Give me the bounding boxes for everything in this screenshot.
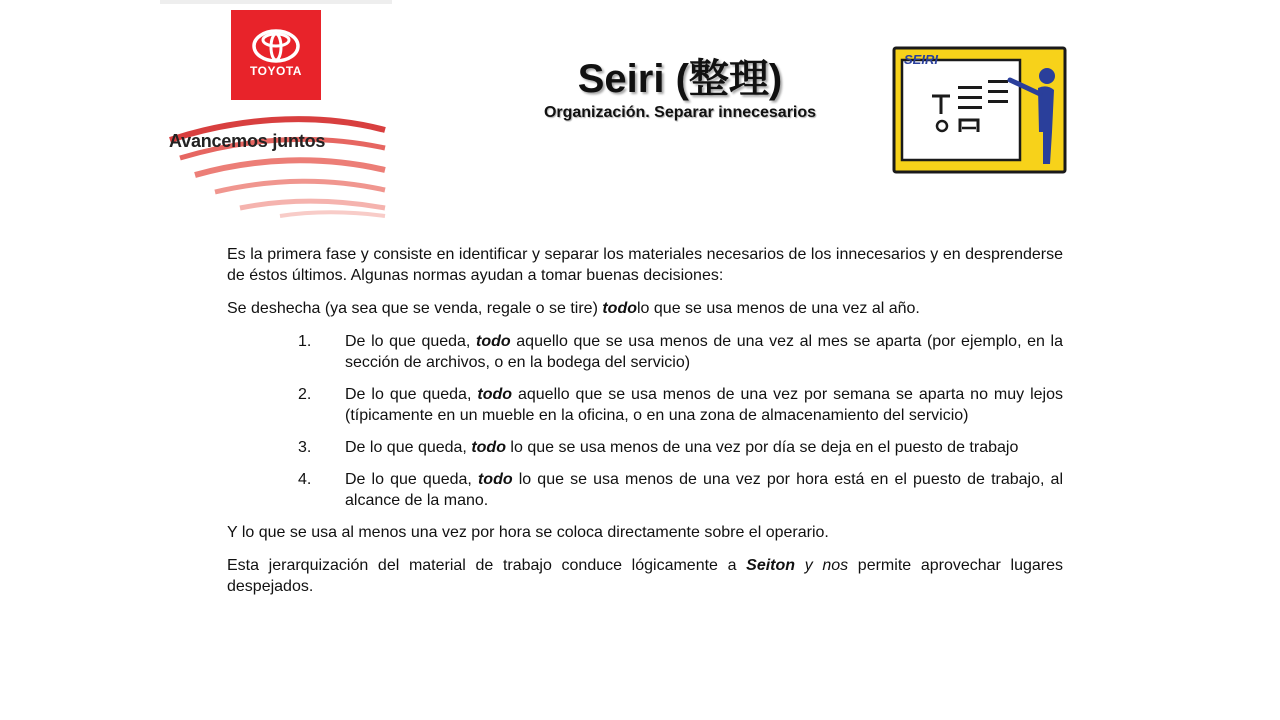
rules-list <box>227 331 1063 511</box>
rule-text-start: Se deshecha (ya sea que se venda, regale o se tire) <box>227 300 603 317</box>
toyota-emblem-box <box>231 10 321 100</box>
list-item <box>227 437 1063 458</box>
list-item-text-end: aquello que se usa menos de una vez por semana se aparta no muy lejos (típicamente en un mueble en la oficina, o en una zona de almacenamiento del servicio) <box>345 386 1064 424</box>
final-emphasis: Seiton <box>746 557 796 574</box>
logo-brand-text: TOYOTA <box>250 64 302 78</box>
list-item-text-end: lo que se usa menos de una vez por hora está en el puesto de trabajo, al alcance de la mano. <box>345 471 1063 509</box>
list-item <box>227 469 1063 511</box>
rule-emphasis: todo <box>602 300 637 317</box>
list-item <box>227 331 1063 373</box>
final-paragraph <box>227 555 1063 597</box>
toyota-logo <box>160 0 392 218</box>
seiri-icon-label: SEIRI <box>904 52 938 67</box>
list-item-emphasis: todo <box>476 333 511 350</box>
final-text-start: Esta jerarquización del material de trabajo conduce lógicamente a <box>227 557 747 574</box>
toyota-emblem-icon <box>251 26 301 66</box>
final-italic: y nos <box>795 557 849 574</box>
rule-text-end: lo que se usa menos de una vez al año. <box>637 300 920 317</box>
page-title: Seiri (整理) <box>577 57 783 101</box>
logo-top-band <box>160 0 392 4</box>
list-item-emphasis: todo <box>471 439 506 456</box>
seiri-presenter-icon <box>892 46 1067 174</box>
rule-paragraph <box>227 298 1063 319</box>
list-item-text-start: De lo que queda, <box>345 471 478 488</box>
list-item-number: 4. <box>298 471 312 488</box>
intro-paragraph: Es la primera fase y consiste en identificar y separar los materiales necesarios de los innecesarios y en desprenderse de éstos últimos. Algunas normas ayudan a tomar buenas decisiones: <box>227 246 1063 284</box>
list-item-text-end: aquello que se usa menos de una vez al mes se aparta (por ejemplo, en la sección de archivos, o en la bodega del servicio) <box>345 333 1063 371</box>
list-item-emphasis: todo <box>477 386 513 403</box>
swoosh-graphic <box>160 100 392 218</box>
final-text-end: permite aprovechar lugares despejados. <box>227 557 1063 595</box>
body-content <box>227 244 1063 609</box>
page-subtitle: Organización. Separar innecesarios <box>543 104 817 121</box>
list-item-text-start: De lo que queda, <box>345 439 472 456</box>
list-item-number: 3. <box>298 439 312 456</box>
closing-paragraph: Y lo que se usa al menos una vez por hora se coloca directamente sobre el operario. <box>227 524 829 541</box>
list-item <box>227 384 1063 426</box>
list-item-number: 2. <box>298 386 312 403</box>
list-item-number: 1. <box>298 333 312 350</box>
logo-tagline: Avancemos juntos <box>169 131 326 151</box>
list-item-emphasis: todo <box>477 471 513 488</box>
list-item-text-end: lo que se usa menos de una vez por día se deja en el puesto de trabajo <box>505 439 1019 456</box>
title-block <box>480 56 880 122</box>
list-item-text-start: De lo que queda, <box>345 386 478 403</box>
list-item-text-start: De lo que queda, <box>345 333 476 350</box>
